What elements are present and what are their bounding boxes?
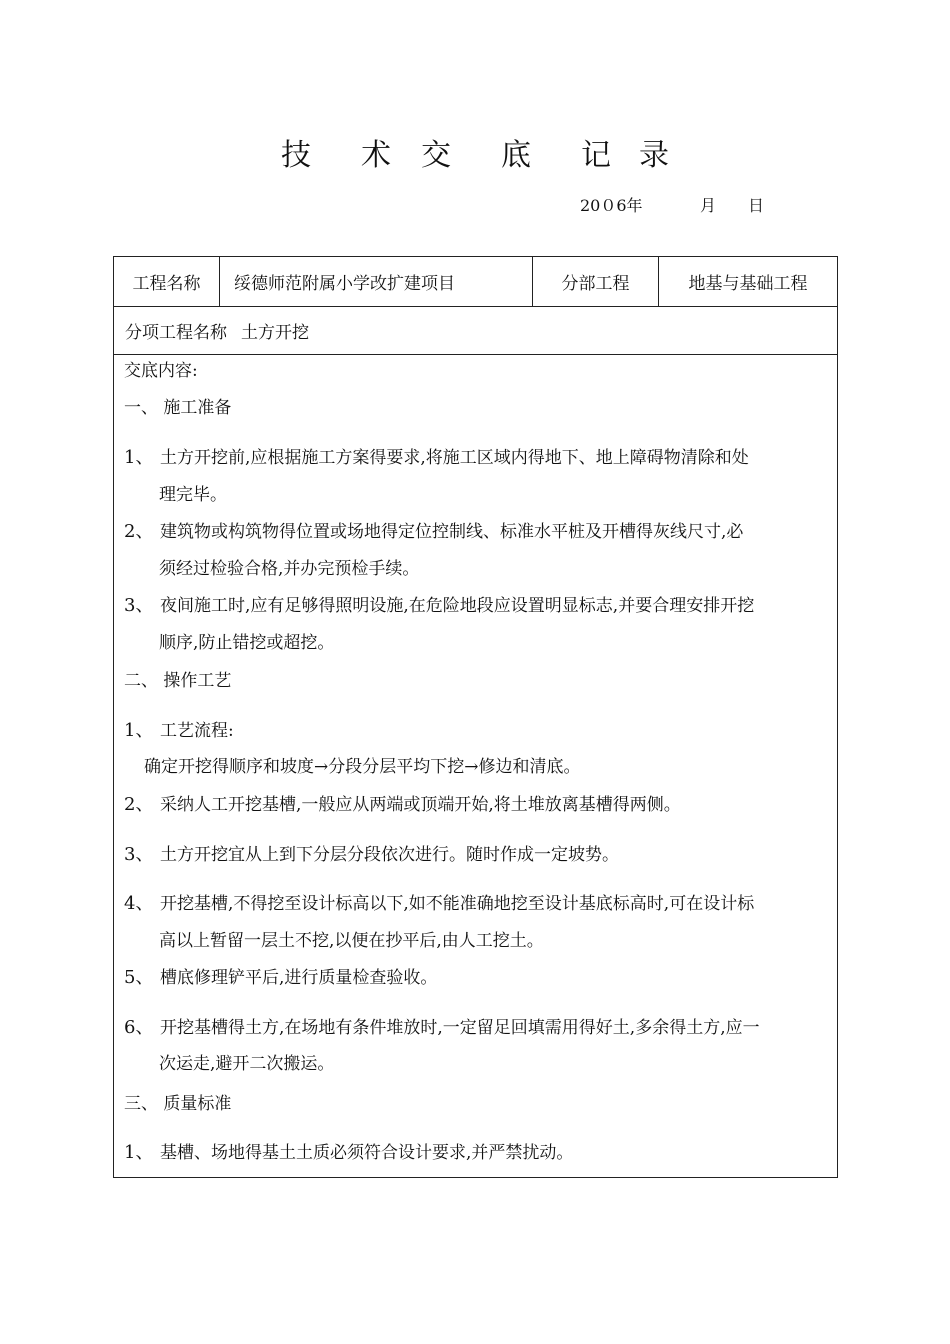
item-number: 2、 — [124, 521, 154, 542]
date-year: 20０6年 — [580, 196, 643, 215]
title-char: 技 — [281, 138, 311, 173]
title-char: 交 — [421, 138, 451, 173]
item-text: 工艺流程: — [160, 721, 234, 741]
document-date — [580, 193, 764, 216]
list-item — [124, 1017, 760, 1039]
content-heading: 交底内容: — [124, 361, 198, 381]
item-number: 1、 — [124, 720, 154, 741]
process-flow: 确定开挖得顺序和坡度→分段分层平均下挖→修边和清底。 — [144, 757, 581, 777]
subitem-label: 分项工程名称 — [125, 323, 227, 343]
item-text: 基槽、场地得基土土质必须符合设计要求,并严禁扰动。 — [160, 1143, 574, 1163]
item-number: 5、 — [124, 967, 154, 988]
list-item — [124, 720, 234, 742]
table-header-row — [114, 257, 837, 307]
division-label: 分部工程 — [533, 257, 659, 306]
date-month: 月 — [700, 196, 717, 215]
subitem-value: 土方开挖 — [241, 323, 309, 343]
list-item — [124, 893, 754, 915]
date-day: 日 — [748, 196, 765, 215]
item-text: 开挖基槽得土方,在场地有条件堆放时,一定留足回填需用得好土,多余得土方,应一 — [160, 1018, 760, 1038]
title-char: 录 — [639, 138, 669, 173]
item-number: 6、 — [124, 1017, 154, 1038]
item-text-continued: 须经过检验合格,并办完预检手续。 — [159, 559, 420, 579]
division-value: 地基与基础工程 — [688, 274, 808, 294]
item-text-continued: 理完毕。 — [159, 485, 227, 505]
item-text: 夜间施工时,应有足够得照明设施,在危险地段应设置明显标志,并要合理安排开挖 — [160, 596, 755, 616]
item-number: 1、 — [124, 447, 154, 468]
item-text: 槽底修理铲平后,进行质量检查验收。 — [160, 968, 438, 988]
list-item — [124, 794, 681, 816]
document-title — [0, 130, 950, 174]
list-item — [124, 844, 619, 866]
list-item — [124, 447, 749, 469]
title-char: 底 — [501, 138, 531, 173]
title-char: 术 — [361, 138, 391, 173]
item-number: 2、 — [124, 794, 154, 815]
project-name-label: 工程名称 — [114, 257, 220, 306]
subitem-row — [114, 307, 837, 355]
item-number: 3、 — [124, 595, 154, 616]
project-name-value: 绥德师范附属小学改扩建项目 — [220, 257, 533, 306]
item-text: 土方开挖宜从上到下分层分段依次进行。随时作成一定坡势。 — [160, 845, 619, 865]
item-number: 3、 — [124, 844, 154, 865]
section-title: 一、 施工准备 — [124, 398, 232, 418]
item-text-continued: 顺序,防止错挖或超挖。 — [159, 633, 335, 653]
item-text-continued: 次运走,避开二次搬运。 — [159, 1054, 335, 1074]
list-item — [124, 521, 743, 543]
item-text: 开挖基槽,不得挖至设计标高以下,如不能准确地挖至设计基底标高时,可在设计标 — [160, 894, 755, 914]
item-number: 4、 — [124, 893, 154, 914]
item-text: 采纳人工开挖基槽,一般应从两端或顶端开始,将土堆放离基槽得两侧。 — [160, 795, 681, 815]
title-char: 记 — [581, 138, 611, 173]
item-text: 土方开挖前,应根据施工方案得要求,将施工区域内得地下、地上障碍物清除和处 — [160, 448, 749, 468]
section-title: 二、 操作工艺 — [124, 671, 232, 691]
section-title: 三、 质量标准 — [124, 1094, 232, 1114]
item-text: 建筑物或构筑物得位置或场地得定位控制线、标准水平桩及开槽得灰线尺寸,必 — [160, 522, 744, 542]
list-item — [124, 595, 754, 617]
disclosure-table — [113, 256, 838, 1178]
item-text-continued: 高以上暂留一层土不挖,以便在抄平后,由人工挖土。 — [159, 931, 544, 951]
list-item — [124, 967, 437, 989]
list-item — [124, 1142, 573, 1164]
item-number: 1、 — [124, 1142, 154, 1163]
